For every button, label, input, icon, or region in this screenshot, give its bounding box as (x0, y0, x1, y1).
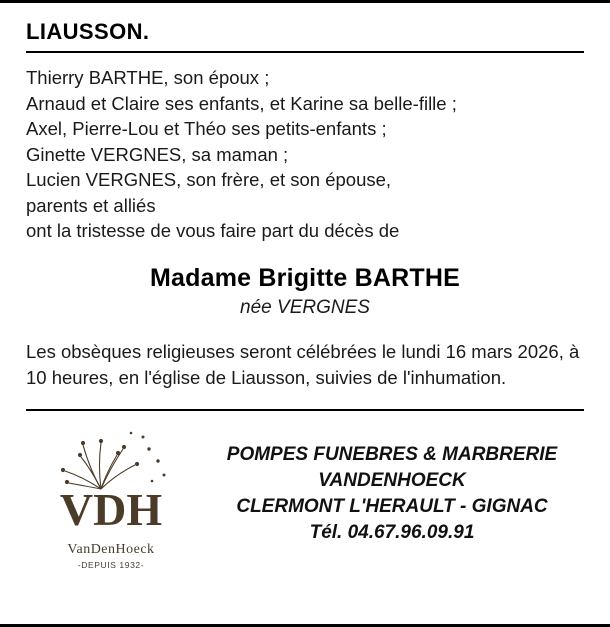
dandelion-logo-icon (31, 419, 191, 544)
locality-heading: LIAUSSON. (26, 19, 150, 44)
family-line: Lucien VERGNES, son frère, et son épouse, (26, 169, 392, 190)
family-line: Arnaud et Claire ses enfants, et Karine sa belle-fille ; (26, 92, 457, 114)
family-line: parents et alliés (26, 194, 156, 216)
family-line: Thierry BARTHE, son époux ; (26, 67, 270, 88)
funeral-home-footer (26, 419, 584, 570)
company-phone: Tél. 04.67.96.09.91 (309, 522, 475, 543)
deceased-block (26, 264, 584, 319)
logo-wordmark: VanDenHoeck (67, 541, 155, 557)
logo-monogram: VDH (59, 483, 163, 535)
family-list (26, 65, 584, 244)
deceased-maiden-name: née VERGNES (240, 296, 370, 318)
company-line: VANDENHOECK (318, 470, 466, 491)
ceremony-details: Les obsèques religieuses seront célébrées le lundi 16 mars 2026, à 10 heures, en l'église de Liausson, suivies de l'inhumation. (26, 340, 580, 388)
family-line: Axel, Pierre-Lou et Théo ses petits-enfants ; (26, 118, 387, 139)
vandenhoeck-logo (26, 419, 196, 570)
deceased-name: Madame Brigitte BARTHE (150, 263, 460, 292)
family-line: Ginette VERGNES, sa maman ; (26, 143, 289, 165)
company-line: POMPES FUNEBRES & MARBRERIE (226, 444, 558, 465)
footer-divider (26, 409, 584, 411)
company-line: CLERMONT L'HERAULT - GIGNAC (236, 496, 548, 517)
funeral-home-details (196, 442, 584, 546)
heading-divider (26, 51, 584, 53)
logo-since: -DEPUIS 1932- (77, 559, 145, 570)
family-line: ont la tristesse de vous faire part du décès de (26, 220, 400, 241)
